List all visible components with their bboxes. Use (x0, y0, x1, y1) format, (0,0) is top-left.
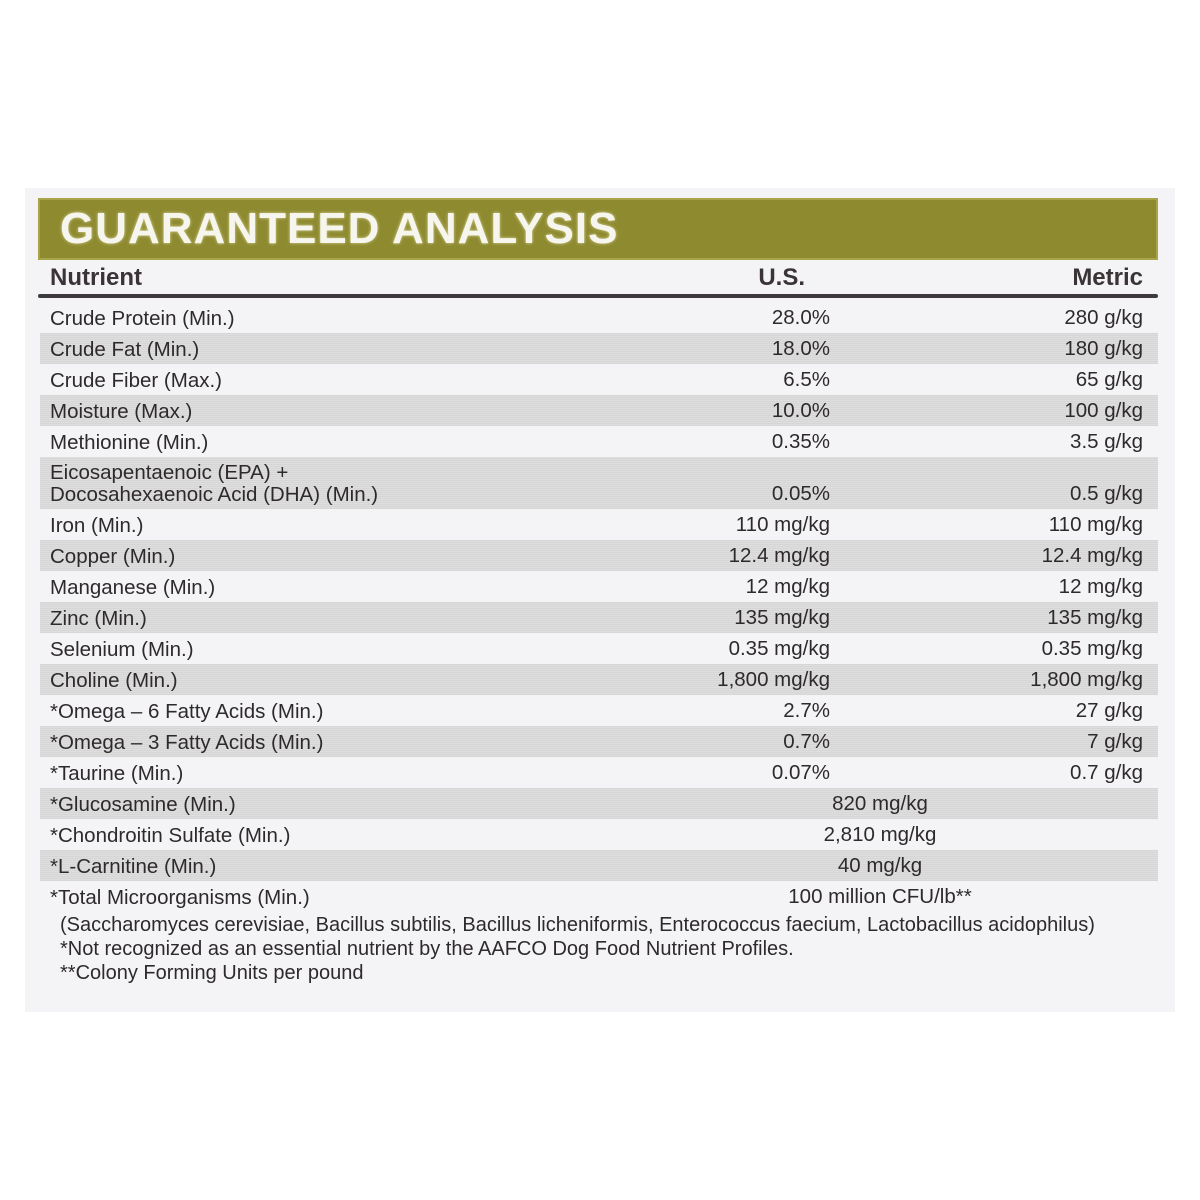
nutrient-name: Choline (Min.) (50, 669, 178, 692)
us-value: 0.07% (771, 761, 830, 784)
metric-value: 0.35 mg/kg (1041, 637, 1143, 660)
nutrient-name: *Omega – 3 Fatty Acids (Min.) (50, 731, 324, 754)
table-row (40, 395, 1158, 426)
nutrient-name: Methionine (Min.) (50, 431, 209, 454)
nutrient-name: *Glucosamine (Min.) (50, 793, 236, 816)
combined-value: 40 mg/kg (837, 854, 923, 877)
us-value: 0.05% (771, 482, 830, 505)
nutrient-name: Manganese (Min.) (50, 576, 216, 599)
nutrient-name: *Total Microorganisms (Min.) (50, 886, 310, 909)
header-us: U.S. (758, 264, 805, 291)
table-row (40, 788, 1158, 819)
metric-value: 135 mg/kg (1047, 606, 1143, 629)
header-nutrient: Nutrient (50, 264, 142, 291)
table-row (40, 302, 1158, 333)
note-cfu: **Colony Forming Units per pound (60, 962, 364, 984)
metric-value: 3.5 g/kg (1070, 430, 1143, 453)
metric-value: 65 g/kg (1075, 368, 1143, 391)
combined-value: 820 mg/kg (832, 792, 928, 815)
nutrient-name: Zinc (Min.) (50, 607, 147, 630)
nutrient-name: Selenium (Min.) (50, 638, 194, 661)
footnotes (60, 913, 1140, 985)
metric-value: 1,800 mg/kg (1030, 668, 1143, 691)
us-value: 12.4 mg/kg (728, 544, 830, 567)
us-value: 0.35 mg/kg (728, 637, 830, 660)
nutrient-name: *Chondroitin Sulfate (Min.) (50, 824, 291, 847)
nutrient-name: Iron (Min.) (50, 514, 144, 537)
nutrient-name: *Omega – 6 Fatty Acids (Min.) (50, 700, 324, 723)
table-row (40, 757, 1158, 788)
us-value: 6.5% (783, 368, 830, 391)
us-value: 135 mg/kg (734, 606, 830, 629)
table-row (40, 726, 1158, 757)
table-row (40, 333, 1158, 364)
metric-value: 0.5 g/kg (1070, 482, 1143, 505)
table-row (40, 633, 1158, 664)
table-row (40, 509, 1158, 540)
metric-value: 100 g/kg (1064, 399, 1143, 422)
us-value: 110 mg/kg (735, 513, 830, 536)
metric-value: 7 g/kg (1087, 730, 1143, 753)
table-row (40, 602, 1158, 633)
combined-value: 2,810 mg/kg (823, 823, 937, 846)
combined-value: 100 million CFU/lb** (788, 885, 972, 908)
metric-value: 12.4 mg/kg (1041, 544, 1143, 567)
table-row (40, 540, 1158, 571)
table-row (40, 881, 1158, 912)
metric-value: 0.7 g/kg (1070, 761, 1143, 784)
us-value: 18.0% (771, 337, 830, 360)
table-row (40, 664, 1158, 695)
nutrient-name: *Taurine (Min.) (50, 762, 184, 785)
nutrient-name: Moisture (Max.) (50, 400, 193, 423)
nutrient-name: Crude Fat (Min.) (50, 338, 200, 361)
nutrient-name: Crude Fiber (Max.) (50, 369, 223, 392)
metric-value: 180 g/kg (1064, 337, 1143, 360)
nutrient-name: Copper (Min.) (50, 545, 176, 568)
nutrient-name-line2: Docosahexaenoic Acid (DHA) (Min.) (50, 483, 379, 506)
us-value: 1,800 mg/kg (717, 668, 830, 691)
title: GUARANTEED ANALYSIS (60, 204, 619, 253)
us-value: 12 mg/kg (745, 575, 830, 598)
table-row (40, 457, 1158, 509)
nutrient-name: *L-Carnitine (Min.) (50, 855, 217, 878)
header-metric: Metric (1072, 264, 1143, 291)
nutrient-name (50, 462, 378, 506)
metric-value: 27 g/kg (1075, 699, 1143, 722)
metric-value: 12 mg/kg (1058, 575, 1143, 598)
nutrient-name: Crude Protein (Min.) (50, 307, 235, 330)
us-value: 10.0% (771, 399, 830, 422)
us-value: 2.7% (783, 699, 830, 722)
note-organisms: (Saccharomyces cerevisiae, Bacillus subtilis, Bacillus licheniformis, Enterococcus faecium, Lactobacillus acidophilus) (60, 914, 1095, 936)
table-row (40, 364, 1158, 395)
us-value: 0.35% (771, 430, 830, 453)
header-rule (38, 294, 1158, 298)
table-row (40, 695, 1158, 726)
table-row (40, 850, 1158, 881)
table-row (40, 819, 1158, 850)
metric-value: 110 mg/kg (1048, 513, 1143, 536)
us-value: 28.0% (771, 306, 830, 329)
us-value: 0.7% (783, 730, 830, 753)
guaranteed-analysis-panel (25, 188, 1175, 1012)
metric-value: 280 g/kg (1064, 306, 1143, 329)
nutrient-name-line1: Eicosapentaenoic (EPA) + (50, 461, 289, 484)
table-row (40, 571, 1158, 602)
nutrient-table (40, 302, 1158, 912)
note-aafco: *Not recognized as an essential nutrient by the AAFCO Dog Food Nutrient Profiles. (60, 938, 794, 960)
title-band (38, 198, 1158, 260)
table-row (40, 426, 1158, 457)
